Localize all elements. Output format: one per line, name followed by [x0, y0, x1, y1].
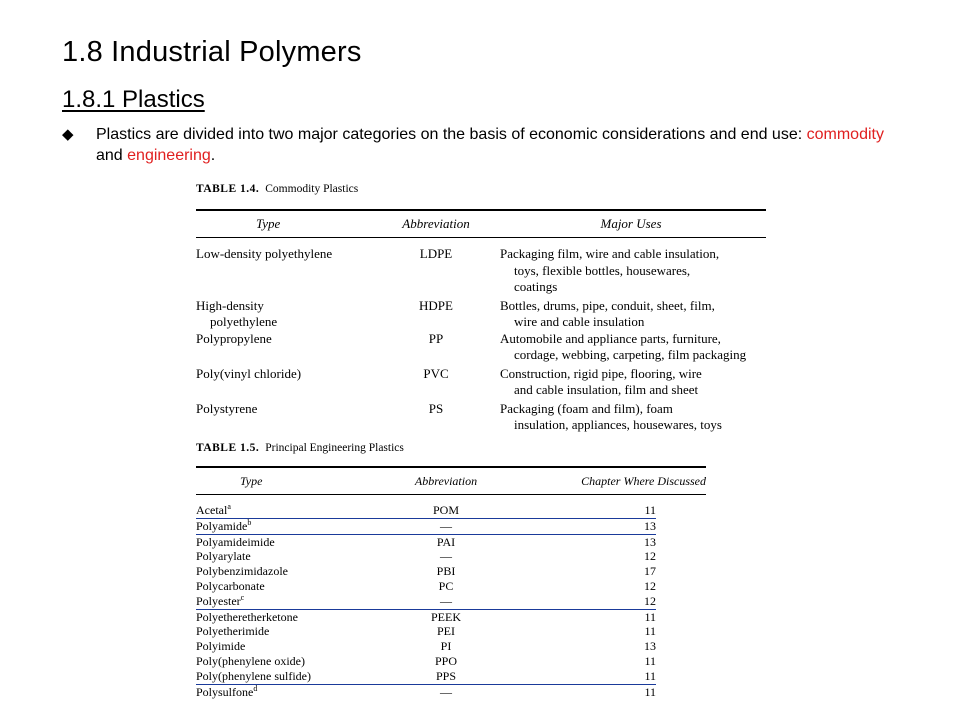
- row-chapter: 17: [644, 564, 656, 579]
- table-engineering-plastics: [196, 442, 706, 699]
- row-abbr: —: [440, 518, 452, 533]
- row-type: [196, 503, 356, 518]
- row-abbr: PEEK: [431, 609, 461, 624]
- row-type: [196, 624, 356, 639]
- row-type-text: Polysulfone: [196, 684, 254, 699]
- table-row: [196, 401, 766, 434]
- table14-caption-text: Commodity Plastics: [265, 183, 359, 195]
- table-row: [196, 685, 656, 700]
- row-type: Poly(vinyl chloride): [196, 365, 302, 381]
- table14-header: [196, 211, 766, 237]
- row-type-text: Polyamide: [196, 518, 248, 533]
- row-use-line3: coatings: [514, 279, 558, 294]
- row-type-text: Polyarylate: [196, 549, 251, 564]
- row-use-line1: Bottles, drums, pipe, conduit, sheet, film,: [500, 297, 715, 313]
- row-type: [196, 610, 356, 625]
- table-row: [196, 366, 766, 399]
- row-chapter: 13: [644, 518, 656, 533]
- table-row: [196, 669, 656, 685]
- row-chapter: 12: [644, 593, 656, 608]
- row-abbr: —: [440, 549, 452, 564]
- table15-header-chapter: Chapter Where Discussed: [581, 473, 706, 488]
- row-abbr: PPO: [434, 653, 457, 668]
- row-abbr: LDPE: [419, 246, 453, 261]
- table14-header-abbr: Abbreviation: [402, 216, 470, 231]
- row-type-line1: High-density: [196, 297, 264, 313]
- row-chapter: 11: [644, 609, 656, 624]
- highlight-commodity: commodity: [806, 126, 884, 143]
- row-type: [196, 564, 356, 579]
- row-abbr: PBI: [436, 564, 456, 579]
- row-use-line1: Packaging film, wire and cable insulation,: [500, 246, 720, 261]
- row-type-text: Poly(phenylene oxide): [196, 653, 305, 668]
- table15-header-rule: [196, 494, 706, 495]
- row-abbr: PC: [438, 578, 454, 593]
- row-type-text: Polyimide: [196, 639, 246, 654]
- table14-label: TABLE 1.4.: [196, 183, 260, 195]
- bullet-text-before: Plastics are divided into two major categories on the basis of economic considerations and end use:: [96, 126, 807, 143]
- row-abbr: PAI: [436, 534, 456, 549]
- table15-body: [196, 503, 656, 699]
- table-row: [196, 549, 656, 564]
- row-type-text: Acetal: [196, 503, 228, 517]
- row-uses: [496, 401, 766, 434]
- row-footnote-mark: a: [227, 502, 231, 511]
- row-type-text: Polyester: [196, 593, 241, 608]
- table-row: [196, 535, 656, 550]
- row-use-line2: insulation, appliances, housewares, toys: [514, 417, 722, 432]
- row-footnote-mark: c: [240, 592, 245, 602]
- row-uses: [496, 331, 766, 364]
- row-abbr: PS: [428, 400, 444, 416]
- row-abbr: POM: [432, 503, 459, 517]
- row-abbr: PI: [440, 639, 452, 654]
- row-chapter: 11: [644, 624, 656, 639]
- section-subtitle: 1.8.1 Plastics: [62, 86, 205, 113]
- row-type-line1: Low-density polyethylene: [196, 246, 333, 261]
- table-commodity-plastics: [196, 183, 766, 434]
- row-abbr: PPS: [435, 668, 457, 683]
- row-chapter: 11: [644, 684, 656, 699]
- row-uses: [496, 298, 766, 331]
- row-chapter: 11: [644, 653, 656, 668]
- table15-header: [196, 468, 706, 494]
- row-type: [196, 535, 356, 550]
- table-row: [196, 564, 656, 579]
- row-type-text: Polycarbonate: [196, 578, 265, 593]
- row-type-text: Polybenzimidazole: [196, 564, 288, 579]
- row-chapter: 13: [644, 639, 656, 654]
- row-uses: [496, 246, 766, 296]
- row-abbr: —: [440, 593, 452, 608]
- bullet-text-end: .: [210, 147, 216, 164]
- row-type-text: Polyamideimide: [196, 534, 275, 549]
- table-row: [196, 519, 656, 535]
- row-type-text: Polyetheretherketone: [196, 609, 298, 624]
- row-type: [196, 579, 356, 594]
- row-type: [196, 639, 356, 654]
- row-type: [196, 654, 356, 669]
- row-use-line2: wire and cable insulation: [514, 314, 645, 329]
- row-type: Polypropylene: [196, 330, 272, 346]
- table14-caption: [196, 183, 766, 195]
- bullet-text-middle: and: [96, 147, 128, 164]
- table-row: [196, 298, 766, 331]
- row-type: [196, 549, 356, 564]
- table15-label: TABLE 1.5.: [196, 442, 260, 454]
- row-chapter: 12: [644, 549, 656, 564]
- row-type-text: Polyetherimide: [196, 624, 270, 639]
- row-chapter: 12: [644, 578, 656, 593]
- table14-header-type: Type: [256, 216, 281, 231]
- row-abbr: —: [440, 684, 452, 699]
- table-row: [196, 594, 656, 610]
- row-abbr: PP: [428, 330, 444, 346]
- row-abbr: PVC: [423, 365, 449, 381]
- row-use-line1: Construction, rigid pipe, flooring, wire: [500, 365, 702, 381]
- row-use-line1: Packaging (foam and film), foam: [500, 400, 673, 416]
- table14-header-uses: Major Uses: [600, 216, 662, 231]
- table-row: [196, 639, 656, 654]
- row-type: [196, 298, 376, 331]
- row-type-text: Poly(phenylene sulfide): [196, 668, 311, 683]
- table15-caption: [196, 442, 706, 454]
- row-type: [196, 594, 356, 609]
- slide-title: 1.8 Industrial Polymers: [62, 36, 362, 68]
- table14-body: [196, 238, 766, 434]
- bullet-point: [62, 124, 892, 166]
- row-type: Polystyrene: [196, 400, 258, 416]
- row-use-line2: cordage, webbing, carpeting, film packaging: [514, 347, 747, 362]
- row-uses: [496, 366, 766, 399]
- table-row: [196, 624, 656, 639]
- table-row: [196, 654, 656, 669]
- bullet-text: [96, 124, 892, 166]
- table15-header-type: Type: [240, 473, 263, 488]
- highlight-engineering: engineering: [127, 147, 211, 164]
- row-abbr: HDPE: [419, 297, 453, 313]
- row-type-line2: polyethylene: [210, 314, 278, 329]
- row-use-line1: Automobile and appliance parts, furniture,: [500, 330, 721, 346]
- row-chapter: 11: [644, 503, 656, 517]
- row-type: [196, 519, 356, 534]
- diamond-bullet-icon: ◆: [62, 126, 74, 143]
- row-use-line2: toys, flexible bottles, housewares,: [514, 262, 691, 278]
- row-use-line2: and cable insulation, film and sheet: [514, 382, 699, 397]
- table15-caption-text: Principal Engineering Plastics: [265, 442, 404, 454]
- table-row: [196, 331, 766, 364]
- row-abbr: PEI: [437, 624, 455, 639]
- row-chapter: 11: [644, 668, 656, 683]
- table-row: [196, 246, 766, 296]
- table15-header-abbr: Abbreviation: [414, 473, 478, 488]
- row-footnote-mark: b: [247, 517, 252, 527]
- table-row: [196, 503, 656, 519]
- row-type: [196, 685, 356, 700]
- row-chapter: 13: [644, 534, 656, 549]
- row-type: [196, 246, 376, 296]
- table-row: [196, 610, 656, 625]
- table-row: [196, 579, 656, 594]
- row-type: [196, 669, 356, 684]
- row-footnote-mark: d: [253, 683, 258, 693]
